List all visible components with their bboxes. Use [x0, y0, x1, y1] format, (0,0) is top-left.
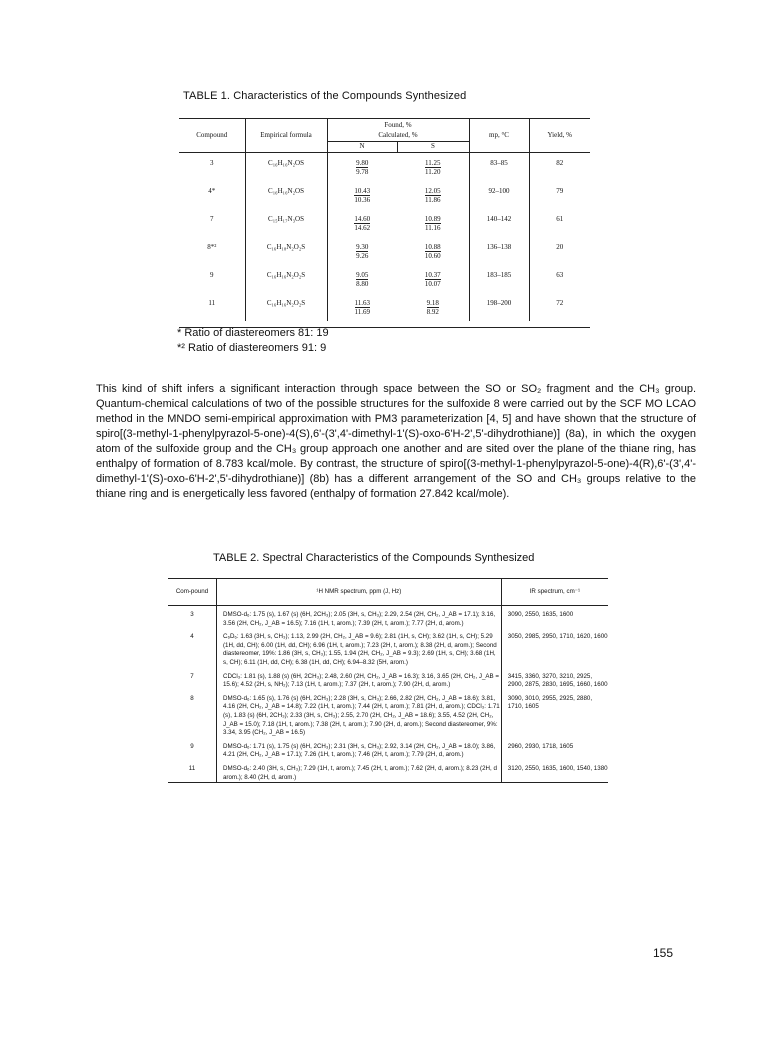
table-row	[168, 690, 608, 738]
cell-s	[425, 159, 441, 176]
n-calculated: 9.78	[356, 168, 369, 176]
cell-formula: C₁₆H₁₆N₂O₂S	[245, 265, 327, 293]
cell-s	[425, 243, 441, 260]
cell-nmr: DMSO-d₆: 1.65 (s), 1.76 (s) (6H, 2CH₃); 2.28 (3H, s, CH₃); 2.66, 2.82 (2H, CH₂, J_AB = 18.6); 3.81, 4.16 (2H, CH₂, J_AB = 14.8); 7.22 (1H, t, arom.); 7.44 (2H, t, arom.); 7.81 (2H, d, arom.); CDCl₃: 1.71 (s), 1.83 (s) (6H, 2CH₃); 2.33 (3H, s, CH₃); 2.55, 2.70 (2H, CH₂, J_AB = 18.6); 3.55, 4.52 (2H, CH₂, J_AB = 15.0); 7.18 (1H, t, arom.); 7.38 (2H, t, arom.); 7.90 (2H, d, arom.); Second diastereomer, 9%: 3.34, 3.95 (CH₂, J_AB = 16.5)	[216, 690, 501, 738]
cell-ir: 3050, 2985, 2950, 1710, 1620, 1600	[507, 633, 608, 641]
cell-nmr: DMSO-d₆: 2.40 (3H, s, CH₃); 7.29 (1H, t, arom.); 7.45 (2H, t, arom.); 7.62 (2H, d, arom.); 8.23 (2H, d arom.); 8.40 (2H, d, arom.)	[216, 760, 501, 783]
table2	[168, 578, 608, 783]
cell-formula: C₁₅H₁₇N₃OS	[245, 209, 327, 237]
table-row	[179, 153, 590, 182]
s-calculated: 10.07	[424, 280, 441, 288]
table-row	[179, 293, 590, 321]
col-header-nmr: ¹H NMR spectrum, ppm (J, Hz)	[216, 579, 501, 606]
cell-compound: 9	[210, 271, 214, 279]
cell-compound: 4*	[208, 187, 216, 195]
table-row	[179, 181, 590, 209]
cell-s	[427, 299, 439, 316]
cell-nmr: C₆D₆: 1.63 (3H, s, CH₃); 1.13, 2.99 (2H, CH₂, J_AB = 9.6); 2.81 (1H, s, CH); 3.62 (1H, s, CH); 5.29 (1H, dd, CH); 6.00 (1H, dd, CH); 6.96 (1H, t, arom.); 7.23 (2H, t, arom.); 8.38 (2H, d, arom.); Second diastereomer, 19%: 1.86 (3H, s, CH₃); 1.55, 1.94 (2H, CH₂, J_AB = 9.3); 2.69 (1H, s, CH); 3.68 (1H, s, CH); 6.11 (1H, dd, CH); 6.38 (1H, dd, CH); 6.94–8.32 (5H, arom.)	[216, 628, 501, 667]
col-header-yield: Yield, %	[529, 119, 590, 152]
cell-compound: 4	[190, 633, 194, 641]
cell-formula: C₁₆H₁₆N₂OS	[245, 153, 327, 182]
s-found: 11.25	[425, 159, 441, 167]
cell-n	[356, 271, 368, 288]
paragraph-text: This kind of shift infers a significant interaction through space between the SO or SO₂ fragment and the CH₃ group. Quantum-chemical calculations of two of the possible structures for the sulfoxide 8 were carried out by the SCF MO LCAO method in the MNDO semi-empirical approximation with PM3 parameterization [4, 5] and have shown that the structure of spiro[(3-methyl-1-phenylpyrazol-5-one)-4(S),6'-(3',4'-dimethyl-1'(S)-oxo-6'H-2',5'-dihydrothiane)] (8a), in which the oxygen atom of the sulfoxide group and the CH₃ group approach one another and are sited over the plane of the thiane ring, has enthalpy of formation of 8.783 kcal/mole. By contrast, the structure of spiro[(3-methyl-1-phenylpyrazol-5-one)-4(R),6'-(3',4'-dimethyl-1'(S)-oxo-6'H-2',5'-dihydrothiane)] (8b) has a different arrangement of the SO and CH₃ groups relative to the thiane ring and is energetically less favored (enthalpy of formation 27.842 kcal/mole).	[96, 383, 696, 500]
s-found: 10.89	[424, 215, 441, 223]
table-row	[168, 760, 608, 783]
cell-ir: 3415, 3360, 3270, 3210, 2925, 2900, 2875, 2830, 1695, 1660, 1600	[507, 672, 608, 689]
n-found: 9.05	[356, 271, 369, 279]
cell-yield: 72	[529, 293, 590, 321]
col-header-mp: mp, °C	[469, 119, 529, 152]
cell-formula: C₁₆H₁₈N₂O₂S	[245, 237, 327, 265]
n-found: 9.30	[356, 243, 369, 251]
cell-nmr: DMSO-d₆: 1.71 (s), 1.75 (s) (6H, 2CH₃); 2.31 (3H, s, CH₃); 2.92, 3.14 (2H, CH₂, J_AB = 18.0); 3.86, 4.21 (2H, CH₂, J_AB = 17.1); 7.26 (1H, t, arom.); 7.46 (2H, t, arom.); 7.79 (2H, d, arom.)	[216, 738, 501, 760]
body-paragraph	[96, 382, 696, 502]
s-calculated: 11.86	[425, 196, 441, 204]
table1	[179, 118, 590, 328]
cell-ir: 3090, 2550, 1635, 1600	[501, 606, 608, 629]
cell-n	[356, 243, 368, 260]
table-row	[168, 606, 608, 629]
cell-mp: 140–142	[469, 209, 529, 237]
cell-compound: 11	[168, 760, 216, 783]
table1-caption: TABLE 1. Characteristics of the Compounds Synthesized	[183, 90, 467, 102]
n-calculated: 8.80	[356, 280, 369, 288]
n-calculated: 10.36	[354, 196, 371, 204]
cell-mp: 83–85	[469, 153, 529, 182]
cell-yield: 61	[529, 209, 590, 237]
table2-caption: TABLE 2. Spectral Characteristics of the Compounds Synthesized	[213, 552, 535, 564]
s-calculated: 8.92	[426, 308, 439, 316]
table-row	[168, 668, 608, 690]
cell-yield: 20	[529, 237, 590, 265]
cell-s	[425, 215, 441, 232]
table-row	[179, 209, 590, 237]
cell-s	[425, 271, 441, 288]
cell-n	[355, 299, 371, 316]
col-header-n: N	[327, 141, 397, 152]
cell-compound: 7	[210, 215, 214, 223]
s-found: 12.05	[424, 187, 441, 195]
cell-s	[425, 187, 441, 204]
cell-yield: 82	[529, 153, 590, 182]
s-calculated: 10.60	[424, 252, 441, 260]
cell-compound: 11	[208, 299, 216, 307]
n-found: 14.60	[354, 215, 371, 223]
table-row	[179, 237, 590, 265]
col-header-found: Found, %	[327, 119, 469, 131]
n-calculated: 9.26	[356, 252, 369, 260]
col-header-compound: Compound	[196, 131, 228, 139]
n-found: 9.80	[356, 159, 369, 167]
n-calculated: 11.69	[354, 308, 370, 316]
cell-compound: 7	[190, 672, 194, 680]
cell-compound: 3	[168, 606, 216, 629]
cell-formula: C₁₆H₁₆N₂OS	[245, 181, 327, 209]
cell-formula: C₁₆H₁₆N₂O₂S	[245, 293, 327, 321]
cell-ir: 2960, 2930, 1718, 1605	[507, 742, 574, 750]
cell-mp: 136–138	[469, 237, 529, 265]
cell-compound: 8*²	[207, 243, 217, 251]
cell-n	[356, 159, 368, 176]
table-row	[168, 738, 608, 760]
n-calculated: 14.62	[354, 224, 371, 232]
page-number: 155	[653, 946, 674, 960]
s-found: 9.18	[426, 299, 439, 307]
col-header-ir: IR spectrum, cm⁻¹	[501, 579, 608, 606]
footnote: * Ratio of diastereomers 81: 19	[177, 327, 329, 339]
cell-n	[354, 187, 370, 204]
s-found: 10.88	[424, 243, 441, 251]
table-row	[179, 265, 590, 293]
s-calculated: 11.20	[425, 168, 441, 176]
cell-mp: 198–200	[469, 293, 529, 321]
cell-compound: 8	[190, 694, 194, 702]
footnote: *² Ratio of diastereomers 91: 9	[177, 342, 327, 354]
cell-yield: 63	[529, 265, 590, 293]
s-found: 10.37	[424, 271, 441, 279]
col-header-s: S	[397, 141, 469, 152]
col-header-formula: Empirical formula	[245, 119, 327, 152]
col-header-calculated: Calculated, %	[327, 131, 469, 141]
cell-nmr: DMSO-d₆: 1.75 (s), 1.67 (s) (6H, 2CH₃); 2.05 (3H, s, CH₃); 2.29, 2.54 (2H, CH₂, J_AB = 17.1); 3.16, 3.56 (2H, CH₂, J_AB = 16.5); 7.16 (1H, t, arom.); 7.39 (2H, t, arom.); 7.77 (2H, d, arom.)	[216, 606, 501, 629]
n-found: 10.43	[354, 187, 371, 195]
cell-compound: 9	[190, 742, 194, 750]
cell-nmr: CDCl₃: 1.81 (s), 1.88 (s) (6H, 2CH₃); 2.48, 2.60 (2H, CH₂, J_AB = 16.3); 3.16, 3.65 (2H, CH₂, J_AB = 15.6); 4.52 (2H, s, NH₂); 7.13 (1H, t, arom.); 7.37 (2H, t, arom.); 7.90 (2H, d, arom.)	[216, 668, 501, 690]
col-header-compound: Com-pound	[168, 579, 216, 606]
cell-ir: 3120, 2550, 1635, 1600, 1540, 1380	[501, 760, 608, 783]
cell-compound: 3	[210, 159, 214, 167]
s-calculated: 11.16	[425, 224, 441, 232]
cell-yield: 79	[529, 181, 590, 209]
table1-footnotes	[177, 326, 329, 356]
cell-mp: 183–185	[469, 265, 529, 293]
cell-n	[354, 215, 370, 232]
cell-mp: 92–100	[469, 181, 529, 209]
n-found: 11.63	[354, 299, 370, 307]
cell-ir: 3090, 3010, 2955, 2925, 2880, 1710, 1605	[507, 694, 593, 711]
table-row	[168, 628, 608, 667]
